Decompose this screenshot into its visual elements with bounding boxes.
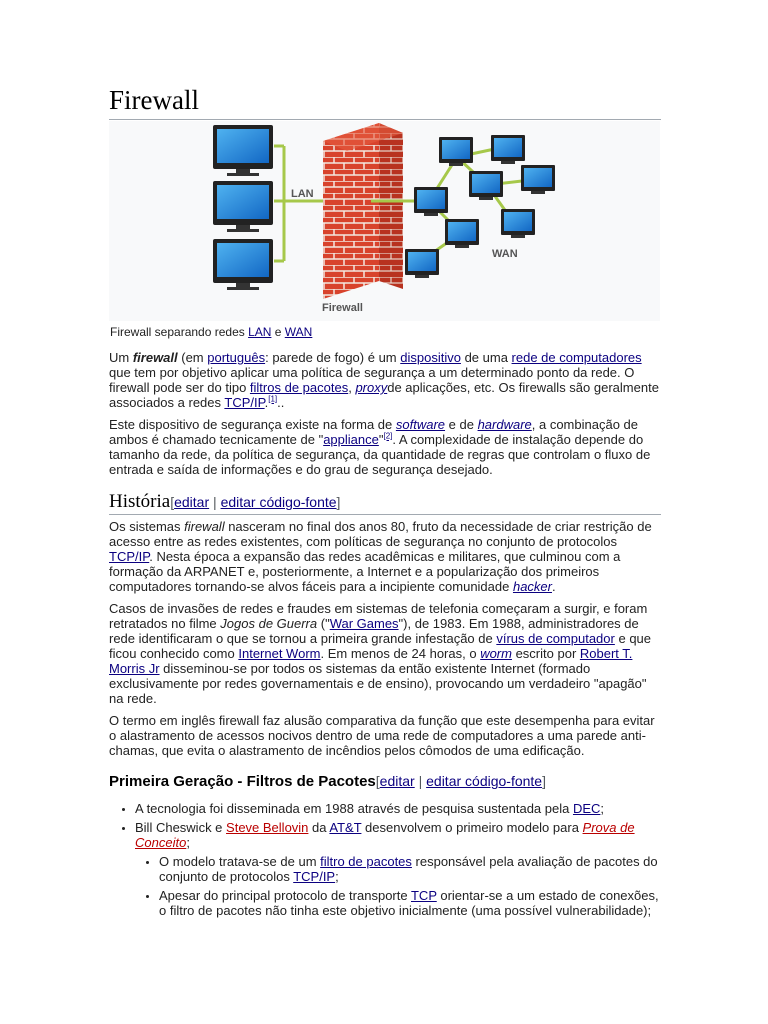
link-tcp-ip[interactable]: TCP/IP [293,869,336,884]
page-title: Firewall [109,84,661,120]
text: e de [445,417,478,432]
article [109,84,661,922]
link-steve-bellovin[interactable]: Steve Bellovin [226,820,309,835]
text: O modelo tratava-se de um [159,854,321,869]
text: A tecnologia foi disseminada em 1988 através de pesquisa sustentada pela [135,801,573,816]
heading-text: Primeira Geração - Filtros de Pacotes [109,773,376,790]
reference-2[interactable]: [2] [383,431,393,441]
edit-source-link[interactable]: editar código-fonte [426,773,543,789]
text: de aplicações, etc. Os firewalls são geralmente associados a redes [109,380,659,410]
text: (em [177,350,208,365]
wan-computer-4 [521,165,555,194]
caption-text-and: e [271,325,285,339]
wan-label: WAN [492,248,518,260]
lan-computer-2 [213,181,273,232]
wan-computer-6 [501,209,535,238]
text: da [308,820,330,835]
text: ; [600,801,605,816]
wan-computer-7 [445,219,479,248]
edit-link[interactable]: editar [379,773,415,789]
bracket: [ [170,494,175,510]
section-heading-historia [109,491,661,515]
list-item [159,888,661,918]
link-att[interactable]: AT&T [329,820,362,835]
bracket: ] [336,494,341,510]
term-firewall: firewall [132,350,178,365]
heading-text: História [109,491,171,512]
text: .. [277,395,285,410]
text: . Nesta época a expansão das redes acadêmicas e militares, que culminou com a formação da ARPANET e, posteriormente, a Internet e a popularização dos primeiros computadores tornando-se alvos fáceis para a incipiente comunidade [109,549,621,594]
text: Este dispositivo de segurança existe na forma de [109,417,396,432]
link-tcp-ip[interactable]: TCP/IP [224,395,265,410]
firewall-label: Firewall [322,302,363,314]
link-appliance[interactable]: appliance [323,432,379,447]
firewall-wall [323,123,403,299]
link-software[interactable]: software [395,417,446,432]
nested-bullet-list [135,854,661,918]
text: : parede de fogo) é um [265,350,401,365]
separator: | [414,773,427,789]
edit-source-link[interactable]: editar código-fonte [220,494,337,510]
link-internet-worm[interactable]: Internet Worm [238,646,321,661]
text: disseminou-se por todos os sistemas da então existente Internet (formado exclusivamente por redes governamentais e de ensino), provocando um verdadeiro "apagão" na rede. [109,661,647,706]
section-heading-primeira-geracao [109,772,661,791]
lan-label: LAN [291,188,314,200]
link-portugues[interactable]: português [207,350,266,365]
link-dec[interactable]: DEC [572,801,601,816]
text: que tem por objetivo aplicar uma política de segurança a um determinado ponto da rede. O firewall pode ser do tipo [109,365,635,395]
link-rede-de-computadores[interactable]: rede de computadores [511,350,642,365]
italic-text: Jogos de Guerra [220,616,318,631]
text: nasceram no final dos anos 80, fruto da necessidade de criar restrição de acesso entre as redes existentes, com políticas de segurança no conjunto de protocolos [109,519,652,549]
section-edit-links [376,773,546,789]
text: Os sistemas [109,519,185,534]
text: ; [335,869,339,884]
list-item [159,854,661,884]
link-hardware[interactable]: hardware [477,417,532,432]
link-virus-de-computador[interactable]: vírus de computador [496,631,615,646]
wan-computer-3 [469,171,503,200]
link-worm[interactable]: worm [480,646,512,661]
lan-computer-1 [213,125,273,176]
wan-computer-1 [439,137,473,166]
text: " [378,432,384,447]
lan-computer-3 [213,239,273,290]
list-item [135,820,661,918]
text: . [264,395,269,410]
caption-link-wan[interactable]: WAN [284,325,313,339]
link-filtro-de-pacotes[interactable]: filtro de pacotes [320,854,412,869]
text: Bill Cheswick e [135,820,227,835]
text: orientar-se a um estado de conexões, o filtro de pacotes não tinha este objetivo inicialmente (uma possível vulnerabilidade); [159,888,659,918]
text: de uma [460,350,512,365]
lan-links [274,146,324,261]
text: (" [317,616,330,631]
firewall-network-diagram [109,121,660,321]
caption-text: Firewall separando redes [110,325,249,339]
caption-link-lan[interactable]: LAN [248,325,272,339]
text: "), de 1983. Em 1988, administradores de rede identificaram o que se tornou a primeira grande infestação de [109,616,639,646]
text: responsável pela avaliação de pacotes do conjunto de protocolos [159,854,658,884]
bullet-list [109,801,661,918]
text: , [348,380,356,395]
link-dispositivo[interactable]: dispositivo [400,350,461,365]
wan-computer-2 [491,135,525,164]
text: Casos de invasões de redes e fraudes em sistemas de telefonia começaram a surgir, e foram retratados no filme [109,601,648,631]
historia-paragraph-2 [109,601,661,706]
link-prova-de-conceito[interactable]: Prova de Conceito [135,820,635,850]
text: desenvolvem o primeiro modelo para [361,820,583,835]
link-proxy[interactable]: proxy [355,380,388,395]
historia-paragraph-3: O termo em inglês firewall faz alusão comparativa da função que este desempenha para evitar o alastramento de acessos nocivos dentro de uma rede de computadores a uma parede anti-chamas, que evita o alastramento de incêndios pelos cômodos de uma edificação. [109,713,655,758]
historia-paragraph-1 [109,519,661,594]
text: ; [186,835,190,850]
link-war-games[interactable]: War Games [329,616,399,631]
link-tcp-ip[interactable]: TCP/IP [109,549,150,564]
intro-paragraph-2 [109,417,661,477]
link-robert-morris[interactable]: Robert T. Morris Jr [109,646,633,676]
intro-paragraph-1 [109,350,661,410]
list-item [135,801,661,816]
link-filtros-de-pacotes[interactable]: filtros de pacotes [249,380,349,395]
link-tcp[interactable]: TCP [410,888,437,903]
wan-computer-8 [405,249,439,278]
separator: | [209,494,221,510]
section-edit-links [170,494,340,510]
text: Um [109,350,133,365]
text: escrito por [511,646,580,661]
edit-link[interactable]: editar [174,494,210,510]
firewall-figure [109,121,660,321]
text: . [552,579,556,594]
reference-1[interactable]: [1] [268,394,278,404]
bracket: ] [542,773,546,789]
text: Apesar do principal protocolo de transporte [159,888,411,903]
text: . A complexidade de instalação depende do tamanho da rede, da política de segurança, da quantidade de regras que controlam o fluxo de entrada e saída de informações e do grau de segurança desejado. [109,432,651,477]
text: , a combinação de ambos é chamado tecnicamente de " [109,417,638,447]
bracket: [ [375,773,380,789]
text: e que ficou conhecido como [109,631,652,661]
italic-text: firewall [184,519,225,534]
figure-caption [110,324,661,340]
link-hacker[interactable]: hacker [512,579,552,594]
text: . Em menos de 24 horas, o [320,646,481,661]
wan-computer-5 [414,187,448,216]
